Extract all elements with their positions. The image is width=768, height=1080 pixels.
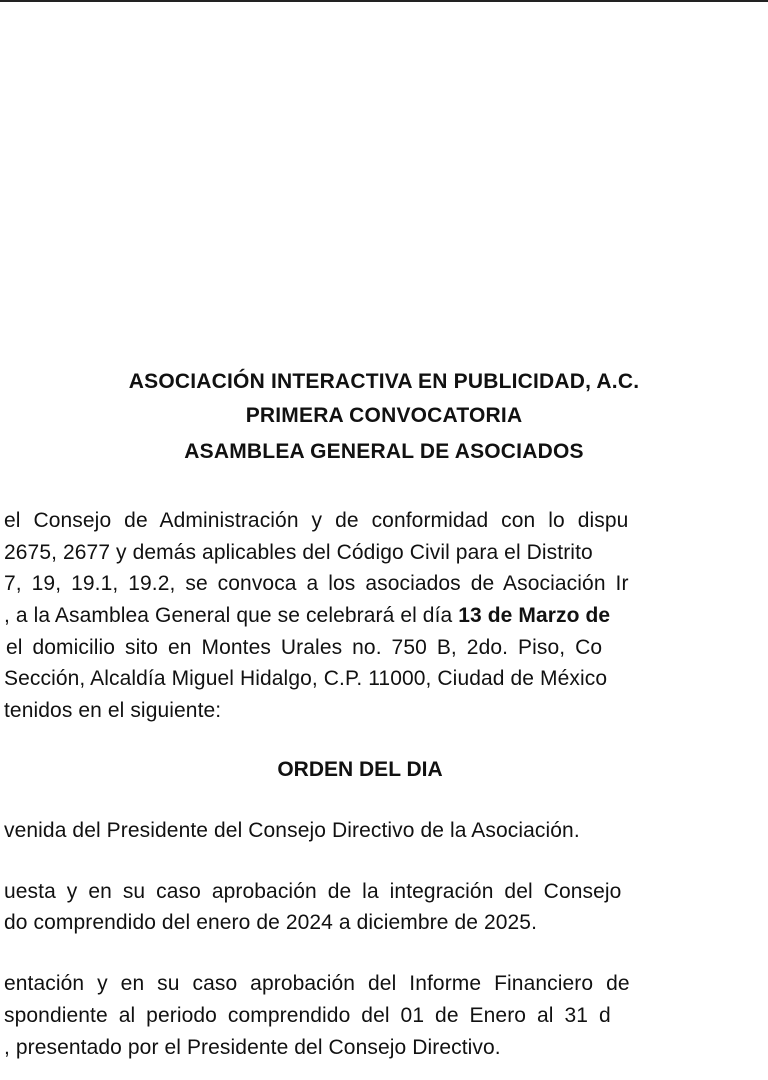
meeting-date: 13 de Marzo de — [458, 604, 611, 627]
agenda-item-1: venida del Presidente del Consejo Directivo de la Asociación. — [4, 819, 580, 842]
assembly-title: ASAMBLEA GENERAL DE ASOCIADOS — [184, 440, 584, 463]
convocatoria-title: PRIMERA CONVOCATORIA — [245, 404, 523, 427]
intro-line-2: 2675, 2677 y demás aplicables del Código Civil para el Distrito — [4, 541, 593, 564]
orden-del-dia-title: ORDEN DEL DIA — [277, 758, 443, 781]
intro-line-4-text: , a la Asamblea General que se celebrará el día — [4, 604, 459, 627]
top-border-line — [0, 0, 768, 2]
agenda-item-3-line-2: spondiente al periodo comprendido del 01 de Enero al 31 d — [4, 1004, 611, 1027]
agenda-item-2-line-1: uesta y en su caso aprobación de la integración del Consejo — [4, 880, 622, 903]
intro-line-6: Sección, Alcaldía Miguel Hidalgo, C.P. 11000, Ciudad de México — [4, 667, 608, 690]
intro-line-4 — [4, 601, 610, 631]
association-title: ASOCIACIÓN INTERACTIVA EN PUBLICIDAD, A.C. — [128, 370, 640, 393]
intro-line-5: el domicilio sito en Montes Urales no. 750 B, 2do. Piso, Co — [6, 636, 603, 659]
intro-line-1: el Consejo de Administración y de conformidad con lo dispu — [4, 509, 629, 532]
agenda-item-3-line-3: , presentado por el Presidente del Consejo Directivo. — [4, 1036, 501, 1059]
agenda-item-2-line-2: do comprendido del enero de 2024 a diciembre de 2025. — [4, 911, 538, 934]
intro-line-3: 7, 19, 19.1, 19.2, se convoca a los asociados de Asociación Ir — [4, 572, 629, 595]
intro-line-7: tenidos en el siguiente: — [4, 699, 222, 722]
agenda-item-3-line-1: entación y en su caso aprobación del Informe Financiero de — [4, 972, 630, 995]
